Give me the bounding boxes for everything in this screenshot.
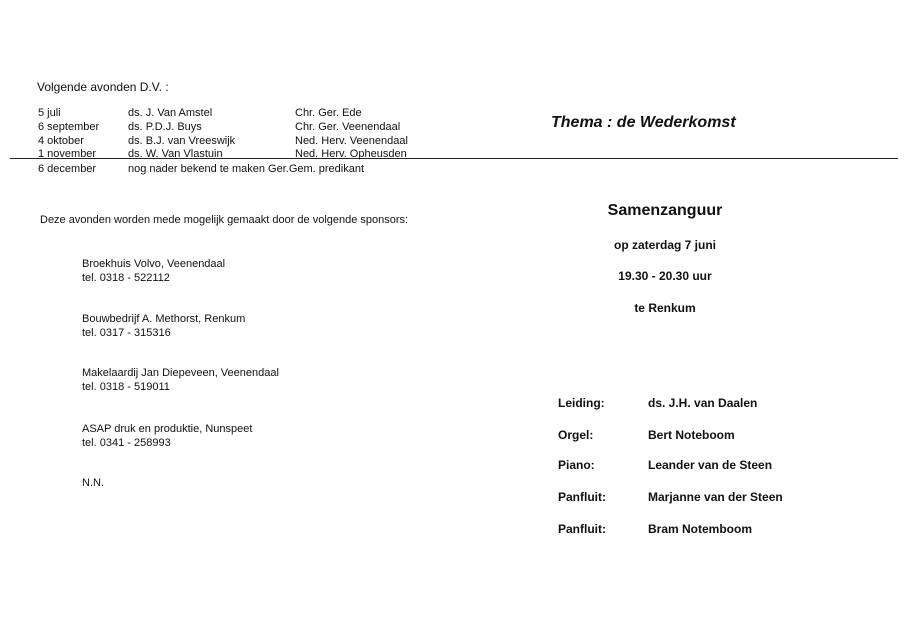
schedule-date: 6 september: [38, 121, 100, 133]
sponsor-name: ASAP druk en produktie, Nunspeet: [82, 423, 253, 435]
event-theme: Thema : de Wederkomst: [551, 114, 736, 131]
schedule-preacher: ds. W. Van Vlastuin: [128, 148, 223, 160]
schedule-date: 6 december: [38, 163, 97, 175]
role-label: Orgel:: [558, 428, 594, 442]
sponsor-phone: tel. 0318 - 519011: [82, 381, 170, 393]
schedule-date: 1 november: [38, 148, 97, 160]
event-date: op zaterdag 7 juni: [613, 238, 716, 252]
sponsor-phone: tel. 0341 - 258993: [82, 437, 171, 449]
schedule-preacher: ds. B.J. van Vreeswijk: [128, 135, 236, 147]
schedule-preacher: ds. J. Van Amstel: [128, 107, 213, 119]
sponsor-name: Makelaardij Jan Diepeveen, Veenendaal: [82, 367, 279, 379]
sponsor-phone: tel. 0318 - 522112: [82, 272, 170, 284]
schedule-preacher: nog nader bekend te maken Ger.Gem. predikant: [128, 163, 365, 175]
schedule-date: 5 juli: [38, 107, 61, 119]
schedule-church: Chr. Ger. Ede: [295, 107, 362, 119]
role-person: Leander van de Steen: [648, 458, 773, 472]
role-label: Panfluit:: [558, 522, 606, 536]
role-person: Marjanne van der Steen: [648, 490, 783, 504]
schedule-church: Ned. Herv. Veenendaal: [295, 135, 408, 147]
horizontal-divider: [10, 158, 898, 159]
schedule-preacher: ds. P.D.J. Buys: [128, 121, 202, 133]
role-label: Leiding:: [558, 396, 605, 410]
sponsor-entry: [82, 476, 104, 490]
sponsor-entry: [82, 257, 225, 285]
sponsor-name: Broekhuis Volvo, Veenendaal: [82, 258, 226, 270]
schedule-date: 4 oktober: [38, 135, 84, 147]
role-label: Panfluit:: [558, 490, 606, 504]
sponsor-name: N.N.: [82, 477, 104, 489]
role-person: Bram Notemboom: [648, 522, 753, 536]
schedule-church: Ned. Herv. Opheusden: [295, 148, 407, 160]
sponsor-entry: [82, 312, 245, 340]
event-time: 19.30 - 20.30 uur: [618, 269, 712, 283]
event-title: Samenzanguur: [607, 202, 723, 219]
sponsor-phone: tel. 0317 - 315316: [82, 327, 171, 339]
sponsor-entry: [82, 366, 279, 394]
schedule-church: Chr. Ger. Veenendaal: [295, 121, 401, 133]
sponsors-intro: Deze avonden worden mede mogelijk gemaakt door de volgende sponsors:: [40, 214, 409, 226]
schedule-heading: Volgende avonden D.V. :: [37, 80, 169, 94]
sponsor-name: Bouwbedrijf A. Methorst, Renkum: [82, 313, 246, 325]
event-place: te Renkum: [634, 301, 696, 315]
role-person: Bert Noteboom: [648, 428, 735, 442]
role-person: ds. J.H. van Daalen: [648, 396, 758, 410]
sponsor-entry: [82, 422, 252, 450]
role-label: Piano:: [558, 458, 595, 472]
